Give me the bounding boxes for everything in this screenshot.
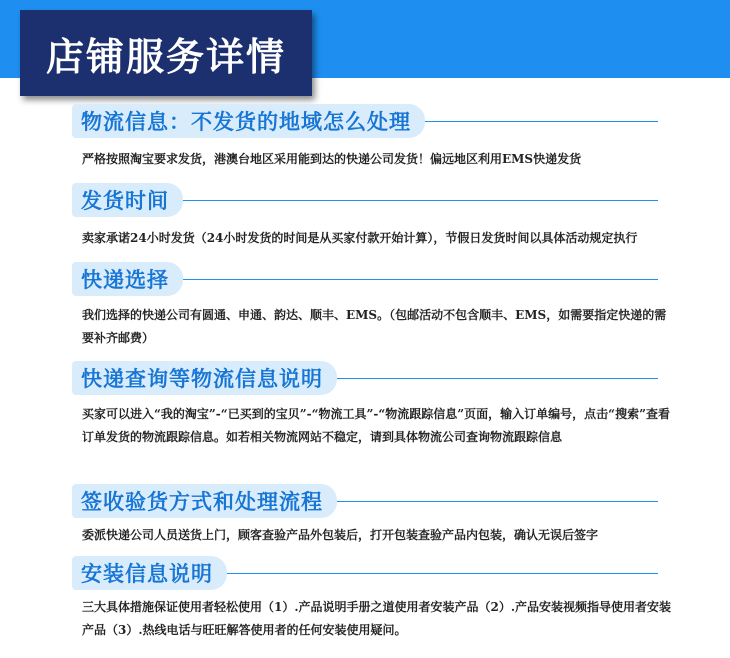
- section-shipping-time: [0, 183, 730, 250]
- section-receipt-inspection: [0, 484, 730, 547]
- section-body: 严格按照淘宝要求发货，港澳台地区采用能到达的快递公司发货！偏远地区利用EMS快递发货: [82, 152, 582, 166]
- section-courier-choice: [0, 262, 730, 350]
- section-title: 发货时间: [81, 189, 169, 213]
- section-body: 卖家承诺24小时发货（24小时发货的时间是从买家付款开始计算），节假日发货时间以具体活动规定执行: [82, 231, 638, 245]
- section-body: 三大具体措施保证使用者轻松使用（1）.产品说明手册之道使用者安装产品（2）.产品安装视频指导使用者安装产品（3）.热线电话与旺旺解答使用者的任何安装使用疑问。: [82, 600, 672, 637]
- section-header: [0, 262, 730, 298]
- section-title: 快递查询等物流信息说明: [81, 367, 323, 391]
- section-header: [0, 484, 730, 520]
- section-title-pill: [72, 484, 337, 518]
- section-logistics: [0, 104, 730, 171]
- section-header: [0, 556, 730, 592]
- section-tracking-info: [0, 361, 730, 449]
- section-title-pill: [72, 262, 183, 296]
- section-installation: [0, 556, 730, 642]
- section-title-pill: [72, 183, 183, 217]
- section-title-pill: [72, 361, 337, 395]
- section-title-pill: [72, 104, 425, 138]
- section-title: 签收验货方式和处理流程: [81, 490, 323, 514]
- section-title: 快递选择: [81, 268, 169, 292]
- section-header: [0, 183, 730, 219]
- section-body: 买家可以进入“我的淘宝”-“已买到的宝贝”-“物流工具”-“物流跟踪信息”页面，输入订单编号，点击“搜索”查看订单发货的物流跟踪信息。如若相关物流网站不稳定，请到具体物流公司查询物流跟踪信息: [82, 407, 670, 444]
- section-title-pill: [72, 556, 227, 590]
- section-title: 物流信息：不发货的地域怎么处理: [81, 110, 411, 134]
- section-body: 我们选择的快递公司有圆通、申通、韵达、顺丰、EMS。（包邮活动不包含顺丰、EMS，如需要指定快递的需要补齐邮费）: [82, 308, 667, 345]
- section-header: [0, 361, 730, 397]
- section-body: 委派快递公司人员送货上门，顾客查验产品外包装后，打开包装查验产品内包装，确认无误后签字: [82, 528, 599, 542]
- section-title: 安装信息说明: [81, 562, 213, 586]
- page-title: 店铺服务详情: [45, 33, 286, 79]
- page-title-box: [20, 10, 312, 96]
- section-header: [0, 104, 730, 140]
